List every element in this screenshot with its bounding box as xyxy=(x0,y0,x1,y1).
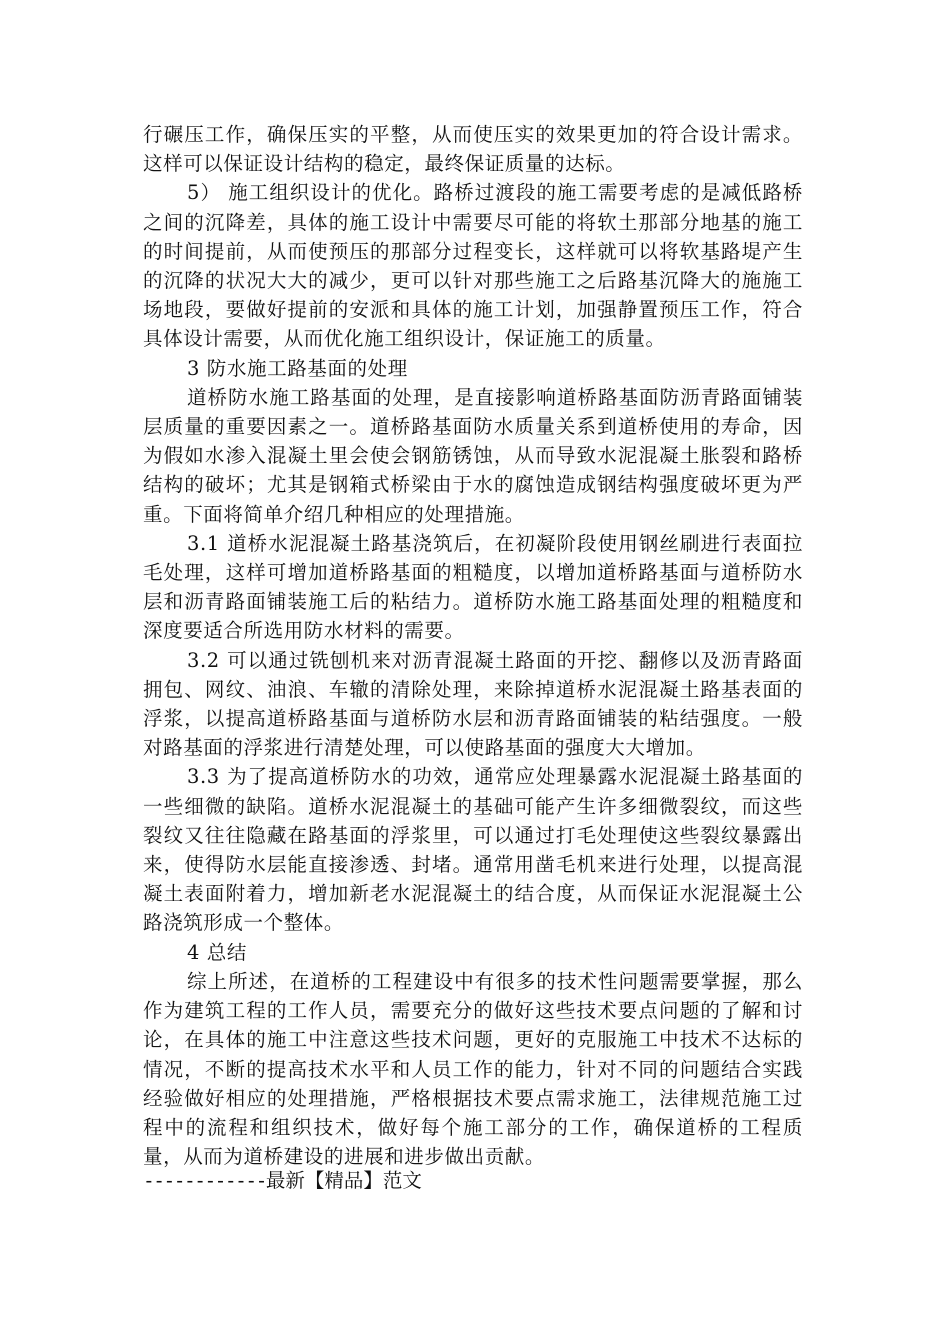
footer-label: 最新【精品】范文 xyxy=(265,1169,422,1192)
paragraph-summary: 综上所述，在道桥的工程建设中有很多的技术性问题需要掌握，那么作为建筑工程的工作人员，需要充分的做好这些技术要点问题的了解和讨论，在具体的施工中注意这些技术问题，更好的克服施工中技术不达标的情况，不断的提高技术水平和人员工作的能力，针对不同的问题结合实践经验做好相应的处理措施，严格根据技术要点需求施工，法律规范施工过程中的流程和组织技术，做好每个施工部分的工作，确保道桥的工程质量，从而为道桥建设的进展和进步做出贡献。 xyxy=(143,969,803,1169)
paragraph-3-3: 3.3 为了提高道桥防水的功效，通常应处理暴露水泥混凝土路基面的一些细微的缺陷。道桥水泥混凝土的基础可能产生许多细微裂纹，而这些裂纹又往往隐藏在路基面的浮浆里，可以通过打毛处理使这些裂纹暴露出来，使得防水层能直接渗透、封堵。通常用凿毛机来进行处理，以提高混凝土表面附着力，增加新老水泥混凝土的结合度，从而保证水泥混凝土公路浇筑形成一个整体。 xyxy=(143,765,803,935)
paragraph-construction-optimization: 5） 施工组织设计的优化。路桥过渡段的施工需要考虑的是减低路桥之间的沉降差，具体的施工设计中需要尽可能的将软土那部分地基的施工的时间提前，从而使预压的那部分过程变长，这样就可以将软基路堤产生的沉降的状况大大的减少，更可以针对那些施工之后路基沉降大的施施工场地段，要做好提前的安派和具体的施工计划，加强静置预压工作，符合具体设计需要，从而优化施工组织设计，保证施工的质量。 xyxy=(143,181,803,351)
section-heading-3: 3 防水施工路基面的处理 xyxy=(187,356,408,380)
paragraph-waterproof-intro: 道桥防水施工路基面的处理，是直接影响道桥路基面防沥青路面铺装层质量的重要因素之一。道桥路基面防水质量关系到道桥使用的寿命，因为假如水渗入混凝土里会使会钢筋锈蚀，从而导致水泥混凝土胀裂和路桥结构的破坏；尤其是钢箱式桥梁由于水的腐蚀造成钢结构强度破坏更为严重。下面将简单介绍几种相应的处理措施。 xyxy=(143,385,803,526)
footer-dashes: ------------ xyxy=(143,1169,266,1192)
footer-tagline xyxy=(143,1166,422,1196)
paragraph-3-1: 3.1 道桥水泥混凝土路基浇筑后，在初凝阶段使用钢丝刷进行表面拉毛处理，这样可增加道桥路基面的粗糙度，以增加道桥路基面与道桥防水层和沥青路面铺装施工后的粘结力。道桥防水施工路基面处理的粗糙度和深度要适合所选用防水材料的需要。 xyxy=(143,531,803,643)
document-body xyxy=(143,120,803,1171)
paragraph-continuation: 行碾压工作，确保压实的平整，从而使压实的效果更加的符合设计需求。这样可以保证设计结构的稳定，最终保证质量的达标。 xyxy=(143,123,803,176)
paragraph-3-2: 3.2 可以通过铣刨机来对沥青混凝土路面的开挖、翻修以及沥青路面拥包、网纹、油浪、车辙的清除处理，来除掉道桥水泥混凝土路基表面的浮浆，以提高道桥路基面与道桥防水层和沥青路面铺装的粘结强度。一般对路基面的浮浆进行清楚处理，可以使路基面的强度大大增加。 xyxy=(143,648,803,760)
section-heading-4: 4 总结 xyxy=(187,940,248,964)
